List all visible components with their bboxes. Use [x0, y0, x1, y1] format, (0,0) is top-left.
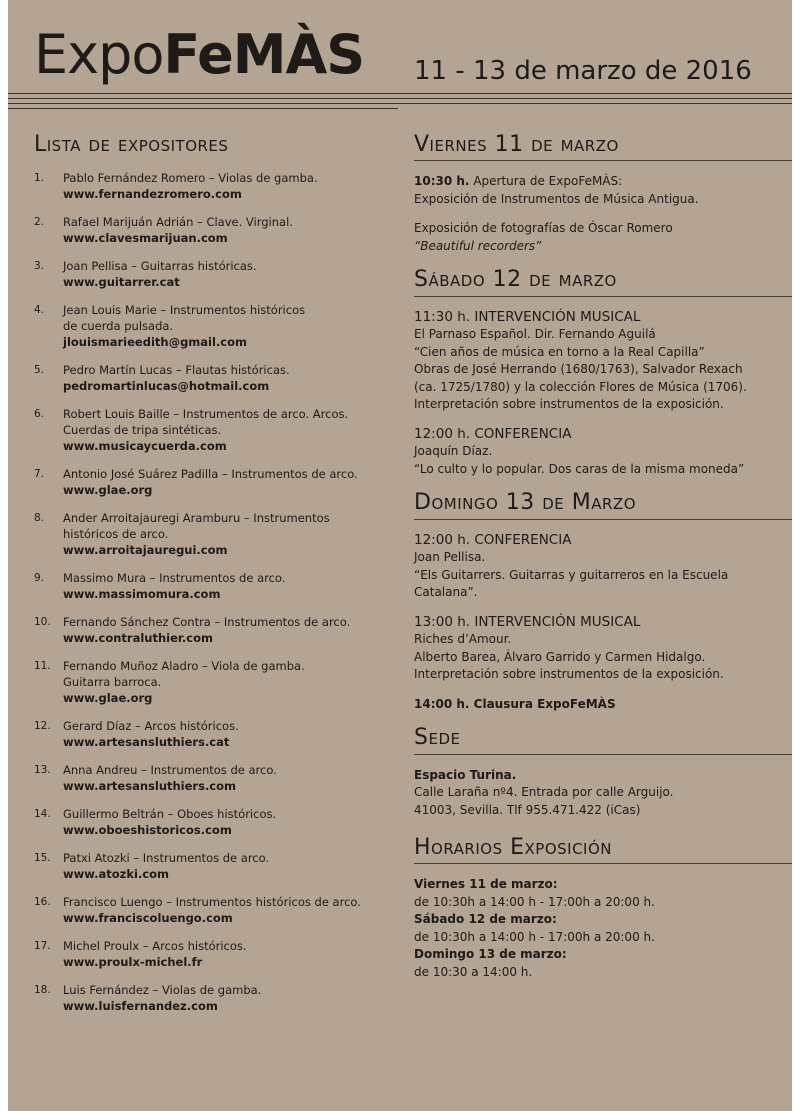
- exhibitor-description: Massimo Mura – Instrumentos de arco.: [63, 571, 286, 586]
- event-line: Catalana”.: [414, 585, 478, 600]
- staff-line: [8, 103, 792, 104]
- divider: [414, 296, 792, 297]
- exhibitor-contact: www.arroitajauregui.com: [63, 543, 228, 558]
- exhibitor-contact: www.luisfernandez.com: [63, 999, 218, 1014]
- exhibitor-item: [34, 938, 400, 970]
- exhibitor-contact: www.glae.org: [63, 483, 153, 498]
- exhibitor-item: [34, 658, 400, 706]
- exhibitor-number: 18.: [34, 984, 51, 997]
- exhibitor-number: 6.: [34, 408, 45, 421]
- exhibitor-item: [34, 806, 400, 838]
- exhibitor-contact: www.artesansluthiers.com: [63, 779, 237, 794]
- event-line: Alberto Barea, Álvaro Garrido y Carmen Hidalgo.: [414, 649, 706, 664]
- event-heading: 11:30 h. INTERVENCIÓN MUSICAL: [414, 308, 641, 325]
- exhibitor-number: 4.: [34, 304, 45, 317]
- venue-city-phone: 41003, Sevilla. Tlf 955.471.422 (iCas): [414, 802, 641, 817]
- friday-heading: Viernes 11 de marzo: [414, 132, 619, 157]
- divider: [414, 863, 792, 864]
- sunday-event-conference: [414, 532, 792, 602]
- event-line: “Els Guitarrers. Guitarras y guitarreros en la Escuela: [414, 567, 729, 582]
- exhibitor-contact: www.fernandezromero.com: [63, 187, 242, 202]
- saturday-heading: Sábado 12 de marzo: [414, 267, 617, 293]
- event-lines: [414, 549, 792, 602]
- exhibitor-description: Fernando Sánchez Contra – Instrumentos de arco.: [63, 615, 351, 630]
- brand-logo: [34, 23, 365, 86]
- exhibitor-description: Jean Louis Marie – Instrumentos históricos: [63, 303, 306, 318]
- exhibitor-item: [34, 510, 400, 558]
- event-lines: [414, 326, 792, 414]
- closing-text: 14:00 h. Clausura ExpoFeMÀS: [414, 696, 616, 711]
- staff-line: [8, 93, 792, 94]
- exhibitor-description: Francisco Luengo – Instrumentos históricos de arco.: [63, 895, 361, 910]
- hours-day-label: Sábado 12 de marzo:: [414, 912, 557, 927]
- exhibitor-item: [34, 406, 400, 454]
- exhibitor-contact: www.contraluthier.com: [63, 631, 213, 646]
- event-text: Apertura de ExpoFeMÀS:: [473, 174, 623, 189]
- exhibitor-description: Antonio José Suárez Padilla – Instrumentos de arco.: [63, 467, 358, 482]
- exhibitor-contact: www.artesansluthiers.cat: [63, 735, 230, 750]
- hours-day-value: de 10:30 a 14:00 h.: [414, 964, 533, 979]
- exhibitor-item: [34, 466, 400, 498]
- exhibitor-contact: www.franciscoluengo.com: [63, 911, 233, 926]
- venue-heading: Sede: [414, 725, 461, 751]
- event-line: Joaquín Díaz.: [414, 444, 493, 459]
- hours-day-label: Viernes 11 de marzo:: [414, 877, 558, 892]
- exhibitor-item: [34, 170, 400, 202]
- event-line: Joan Pellisa.: [414, 550, 486, 565]
- exhibitor-number: 17.: [34, 940, 51, 953]
- exhibitor-number: 12.: [34, 720, 51, 733]
- event-text: Exposición de Instrumentos de Música Antigua.: [414, 191, 699, 206]
- exhibitor-number: 14.: [34, 808, 51, 821]
- exhibitor-description: Michel Proulx – Arcos históricos.: [63, 939, 247, 954]
- event-line: Riches d’Amour.: [414, 632, 512, 647]
- exhibitor-item: [34, 570, 400, 602]
- exhibitor-item: [34, 614, 400, 646]
- staff-line: [8, 108, 398, 109]
- exhibitor-number: 5.: [34, 364, 45, 377]
- hours-info: [414, 876, 792, 981]
- saturday-event-concert: [414, 309, 792, 414]
- event-dates: 11 - 13 de marzo de 2016: [414, 56, 752, 86]
- exhibitor-number: 15.: [34, 852, 51, 865]
- event-line: Interpretación sobre instrumentos de la exposición.: [414, 397, 724, 412]
- staff-line: [8, 98, 792, 99]
- event-line: “Cien años de música en torno a la Real Capilla”: [414, 344, 705, 359]
- exhibitor-description: Gerard Díaz – Arcos históricos.: [63, 719, 239, 734]
- event-text: “Beautiful recorders”: [414, 238, 542, 253]
- exhibitor-item: [34, 302, 400, 350]
- event-heading: 12:00 h. CONFERENCIA: [414, 531, 572, 548]
- exhibitor-number: 13.: [34, 764, 51, 777]
- exhibitor-description: Patxi Atozki – Instrumentos de arco.: [63, 851, 270, 866]
- event-lines: [414, 443, 792, 478]
- friday-event-opening: [414, 173, 792, 208]
- exhibitor-number: 2.: [34, 216, 45, 229]
- exhibitors-heading: Lista de expositores: [34, 132, 229, 157]
- exhibitor-item: [34, 718, 400, 750]
- event-line: Interpretación sobre instrumentos de la exposición.: [414, 667, 724, 682]
- exhibitor-description: Ander Arroitajauregi Aramburu – Instrumentos: [63, 511, 330, 526]
- event-line: Obras de José Herrando (1680/1763), Salvador Rexach: [414, 362, 743, 377]
- exhibitor-description: Luis Fernández – Violas de gamba.: [63, 983, 262, 998]
- divider: [414, 519, 792, 520]
- event-line: “Lo culto y lo popular. Dos caras de la misma moneda”: [414, 461, 745, 476]
- exhibitor-description: de cuerda pulsada.: [63, 319, 174, 334]
- sunday-heading: Domingo 13 de Marzo: [414, 490, 637, 516]
- exhibitor-contact: www.musicaycuerda.com: [63, 439, 227, 454]
- exhibitor-item: [34, 762, 400, 794]
- exhibitor-item: [34, 214, 400, 246]
- exhibitor-contact: pedromartinlucas@hotmail.com: [63, 379, 270, 394]
- exhibitor-description: Pedro Martín Lucas – Flautas históricas.: [63, 363, 290, 378]
- exhibitor-item: [34, 850, 400, 882]
- exhibitor-description: Guillermo Beltrán – Oboes históricos.: [63, 807, 277, 822]
- exhibitor-description: Fernando Muñoz Aladro – Viola de gamba.: [63, 659, 305, 674]
- exhibitor-number: 8.: [34, 512, 45, 525]
- brand-part-femas: FeMÀS: [163, 23, 365, 86]
- venue-name: Espacio Turina.: [414, 767, 517, 782]
- exhibitor-item: [34, 894, 400, 926]
- exhibitor-description: Anna Andreu – Instrumentos de arco.: [63, 763, 277, 778]
- friday-event-photos: [414, 220, 792, 255]
- hours-day-value: de 10:30h a 14:00 h - 17:00h a 20:00 h.: [414, 894, 655, 909]
- event-heading: 13:00 h. INTERVENCIÓN MUSICAL: [414, 613, 641, 630]
- event-line: El Parnaso Español. Dir. Fernando Aguilá: [414, 327, 656, 342]
- exhibitor-description: históricos de arco.: [63, 527, 169, 542]
- sunday-event-concert: [414, 614, 792, 684]
- exhibitors-list: [34, 170, 400, 1014]
- program-column: [414, 132, 792, 993]
- exhibitor-description: Guitarra barroca.: [63, 675, 162, 690]
- sunday-closing: [414, 696, 792, 714]
- divider: [414, 754, 792, 755]
- exhibitor-contact: www.massimomura.com: [63, 587, 221, 602]
- exhibitors-column: [34, 132, 400, 1026]
- exhibitor-number: 1.: [34, 172, 45, 185]
- exhibitor-contact: jlouismarieedith@gmail.com: [63, 335, 247, 350]
- exhibitor-contact: www.atozki.com: [63, 867, 170, 882]
- exhibitor-number: 11.: [34, 660, 51, 673]
- exhibitor-number: 7.: [34, 468, 45, 481]
- exhibitor-contact: www.glae.org: [63, 691, 153, 706]
- exhibitor-number: 3.: [34, 260, 45, 273]
- event-line: (ca. 1725/1780) y la colección Flores de Música (1706).: [414, 379, 747, 394]
- exhibitor-item: [34, 982, 400, 1014]
- exhibitor-contact: www.oboeshistoricos.com: [63, 823, 232, 838]
- exhibitor-number: 16.: [34, 896, 51, 909]
- exhibitor-description: Robert Louis Baille – Instrumentos de arco. Arcos.: [63, 407, 349, 422]
- header-staff-lines: [8, 93, 792, 113]
- exhibitor-contact: www.clavesmarijuan.com: [63, 231, 228, 246]
- exhibitor-contact: www.proulx-michel.fr: [63, 955, 203, 970]
- exhibitor-description: Cuerdas de tripa sintéticas.: [63, 423, 222, 438]
- brand-part-expo: Expo: [34, 23, 164, 86]
- poster-page: [8, 0, 792, 1111]
- exhibitor-description: Joan Pellisa – Guitarras históricas.: [63, 259, 257, 274]
- event-heading: 12:00 h. CONFERENCIA: [414, 425, 572, 442]
- divider: [414, 160, 792, 161]
- saturday-event-conference: [414, 426, 792, 479]
- exhibitor-contact: www.guitarrer.cat: [63, 275, 180, 290]
- exhibitor-description: Pablo Fernández Romero – Violas de gamba.: [63, 171, 318, 186]
- event-lines: [414, 631, 792, 684]
- hours-heading: Horarios Exposición: [414, 835, 612, 861]
- hours-day-label: Domingo 13 de marzo:: [414, 947, 567, 962]
- exhibitor-item: [34, 258, 400, 290]
- exhibitor-description: Rafael Marijuán Adrián – Clave. Virginal.: [63, 215, 293, 230]
- venue-address: Calle Laraña nº4. Entrada por calle Arguijo.: [414, 785, 674, 800]
- hours-day-value: de 10:30h a 14:00 h - 17:00h a 20:00 h.: [414, 929, 655, 944]
- exhibitor-number: 9.: [34, 572, 45, 585]
- event-time: 10:30 h.: [414, 174, 470, 189]
- event-text: Exposición de fotografías de Óscar Romero: [414, 221, 673, 236]
- exhibitor-number: 10.: [34, 616, 51, 629]
- exhibitor-item: [34, 362, 400, 394]
- venue-info: [414, 767, 792, 820]
